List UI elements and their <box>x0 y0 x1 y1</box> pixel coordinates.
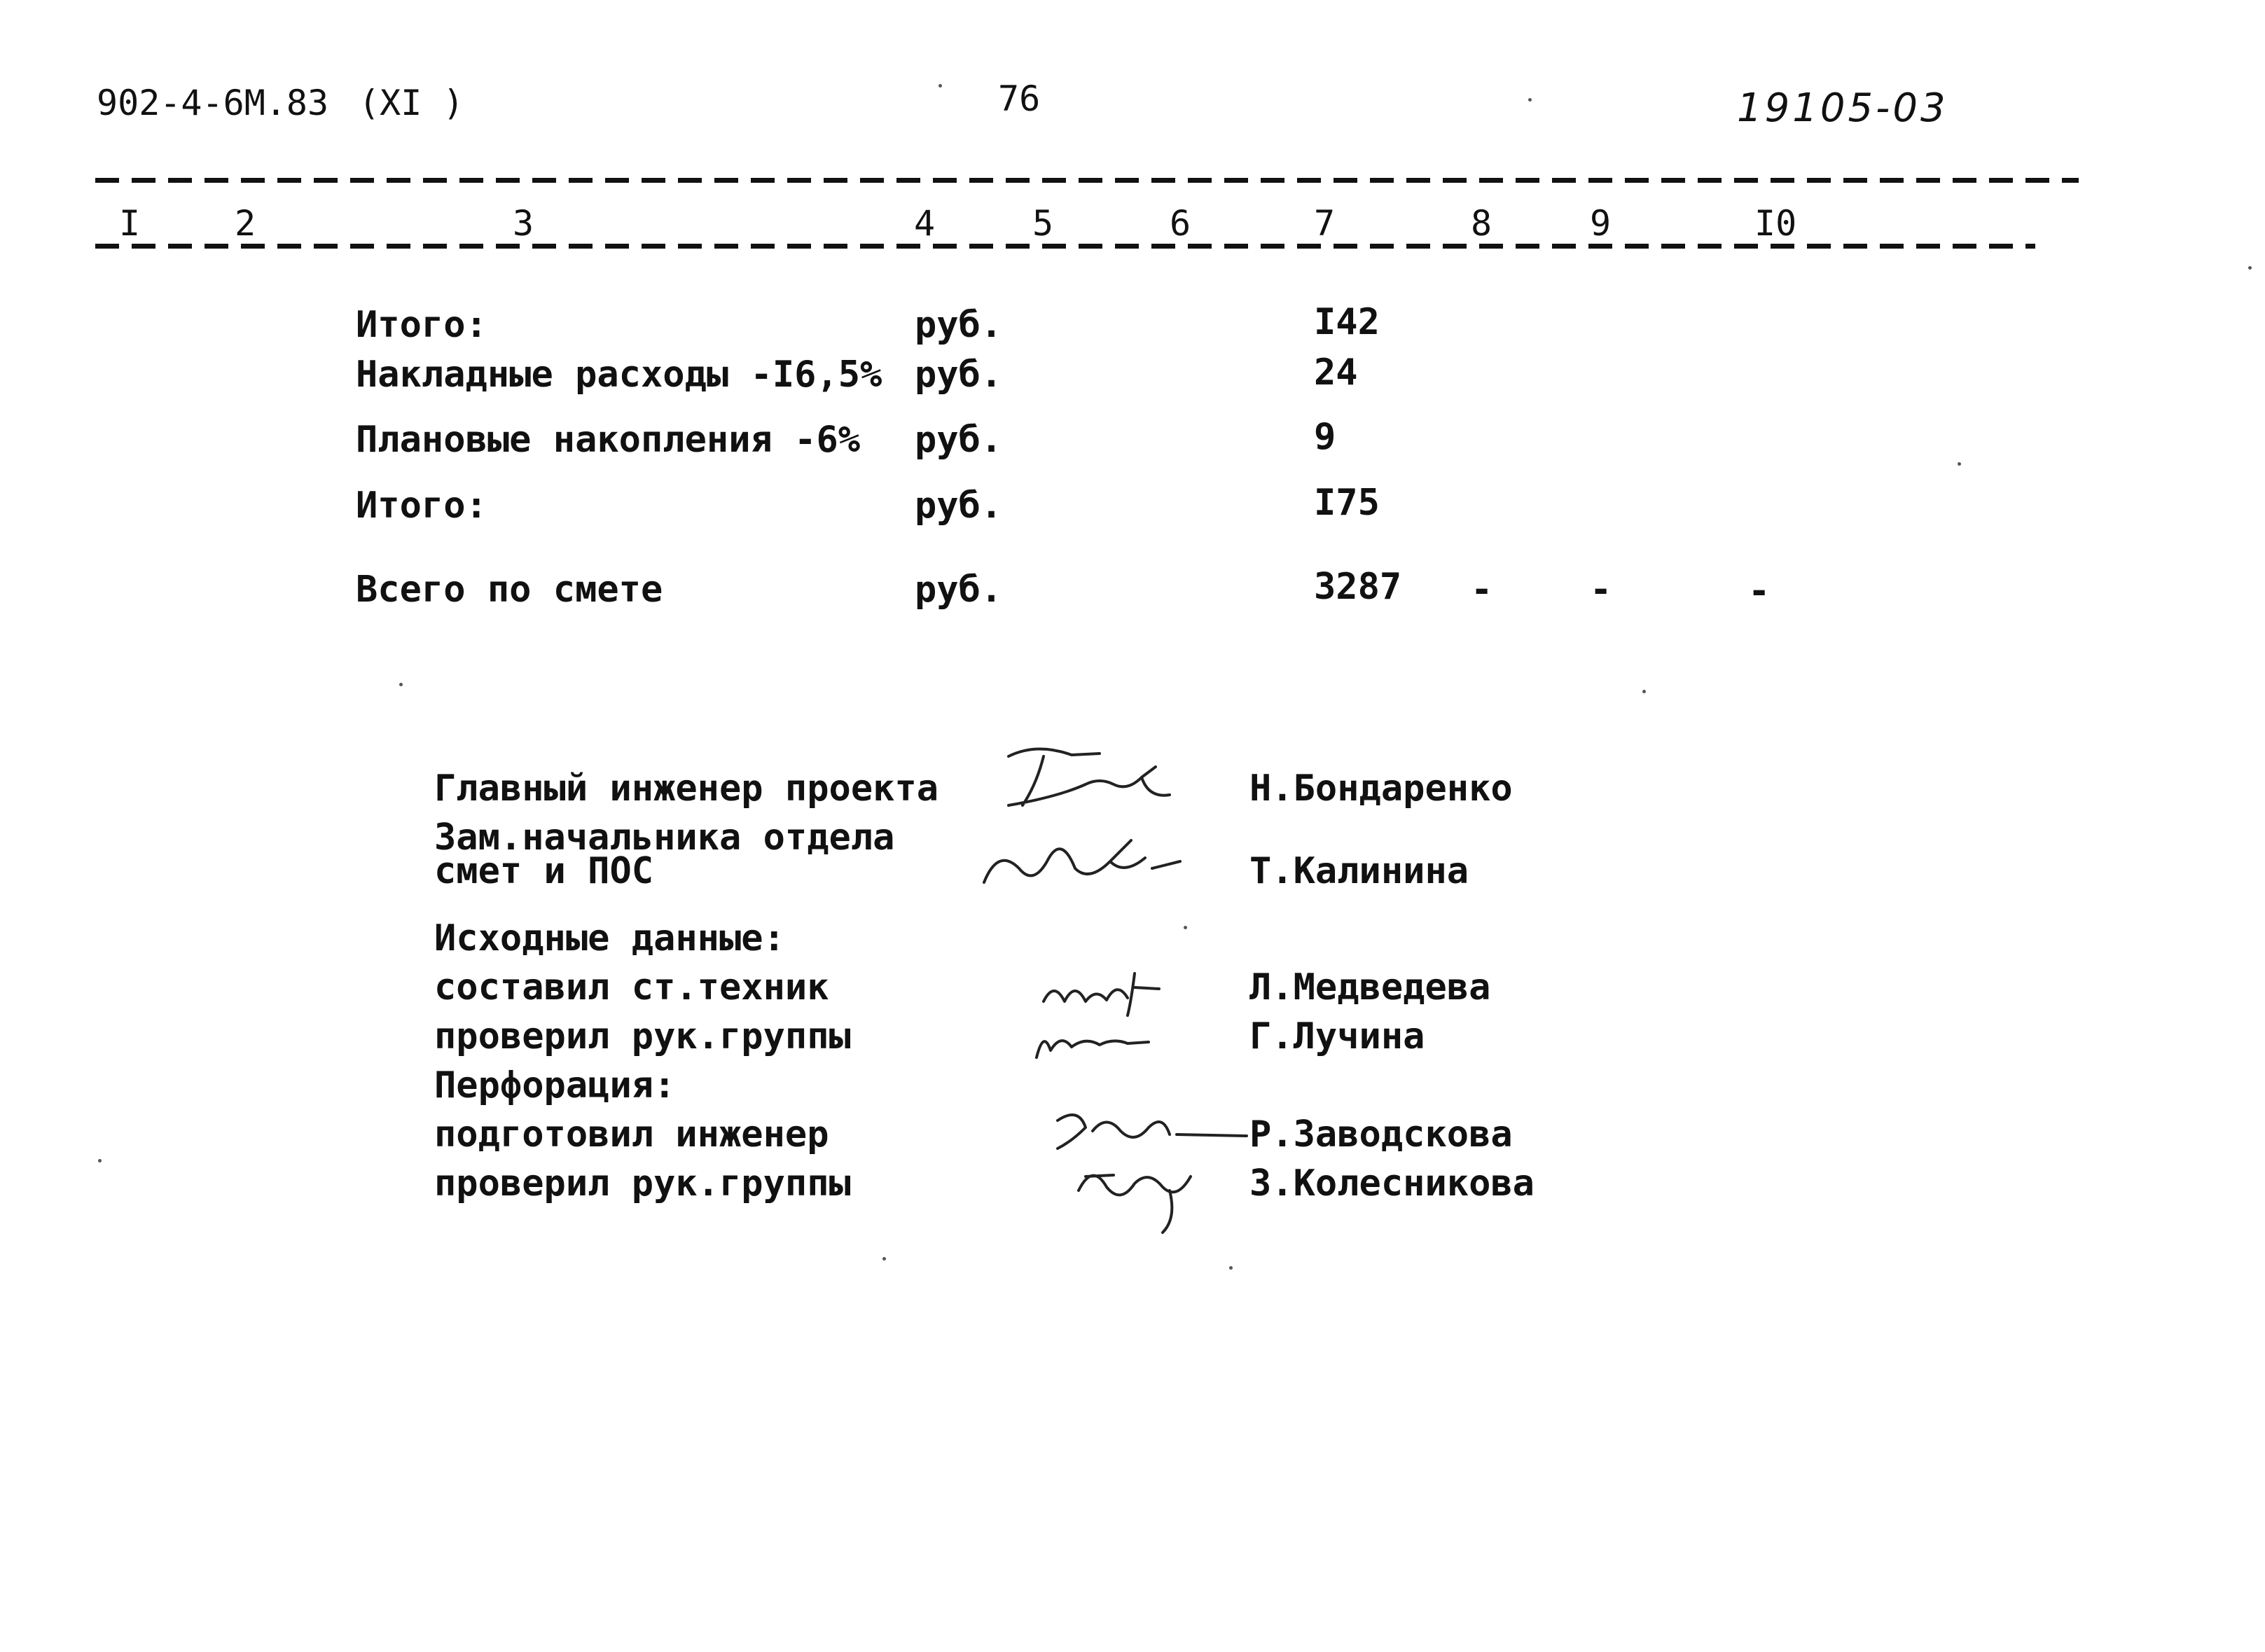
summary-label-planned-savings: Плановые накопления -6% <box>356 419 861 461</box>
document-number: 19105-03 <box>1737 85 1948 131</box>
column-number-3: 3 <box>513 203 534 244</box>
scan-speck <box>938 84 942 88</box>
summary-label-total: Итого: <box>356 485 487 527</box>
role-compiled: составил ст.техник <box>434 966 829 1008</box>
summary-unit: руб. <box>915 569 1003 611</box>
name-deputy-head: Т.Калинина <box>1249 850 1469 892</box>
summary-value: I75 <box>1314 482 1380 524</box>
perforation-heading: Перфорация: <box>434 1064 676 1106</box>
summary-unit: руб. <box>915 354 1003 396</box>
summary-unit: руб. <box>915 485 1003 527</box>
column-number-8: 8 <box>1471 203 1492 244</box>
column-number-4: 4 <box>914 203 936 244</box>
summary-col8-dash: - <box>1471 569 1493 611</box>
column-number-9: 9 <box>1590 203 1612 244</box>
scan-speck <box>399 683 403 686</box>
column-number-6: 6 <box>1170 203 1191 244</box>
summary-value: I42 <box>1314 301 1380 343</box>
signature-checked-1 <box>1030 1008 1156 1064</box>
scan-speck <box>1229 1266 1233 1270</box>
role-checked-2: проверил рук.группы <box>434 1162 851 1205</box>
summary-unit: руб. <box>915 419 1003 461</box>
name-compiled: Л.Медведева <box>1249 966 1491 1008</box>
role-prepared: подготовил инженер <box>434 1113 829 1155</box>
summary-col10-dash: - <box>1748 570 1771 612</box>
header-rule-top <box>95 178 2079 183</box>
summary-label-overhead: Накладные расходы -I6,5% <box>356 354 882 396</box>
column-number-1: I <box>119 203 141 244</box>
scan-speck <box>1642 690 1646 693</box>
summary-value: 9 <box>1314 416 1336 458</box>
column-number-2: 2 <box>235 203 256 244</box>
scan-speck <box>1528 98 1532 102</box>
scan-speck <box>98 1159 102 1162</box>
role-deputy-head-line2: смет и ПОС <box>434 850 654 892</box>
signature-checked-2 <box>1065 1148 1205 1240</box>
summary-label-grand-total: Всего по смете <box>356 569 663 611</box>
scan-speck <box>2248 266 2252 270</box>
summary-label-subtotal: Итого: <box>356 304 487 346</box>
summary-value: 24 <box>1314 352 1358 394</box>
column-number-5: 5 <box>1032 203 1054 244</box>
signature-deputy-head <box>977 819 1187 896</box>
scan-speck <box>1184 926 1187 929</box>
role-chief-engineer: Главный инженер проекта <box>434 768 939 810</box>
volume-label: (XI ) <box>359 83 464 123</box>
role-deputy-head-line1: Зам.начальника отдела <box>434 817 895 859</box>
signature-chief-engineer <box>995 728 1184 819</box>
name-chief-engineer: Н.Бондаренко <box>1249 768 1513 810</box>
scan-speck <box>1958 462 1961 466</box>
column-number-10: I0 <box>1754 203 1797 244</box>
column-number-7: 7 <box>1314 203 1336 244</box>
document-code: 902-4-6М.83 <box>97 83 329 123</box>
name-checked-2: З.Колесникова <box>1249 1162 1535 1205</box>
summary-unit: руб. <box>915 304 1003 346</box>
summary-value: 3287 <box>1314 566 1402 608</box>
scan-speck <box>882 1257 886 1261</box>
role-checked-1: проверил рук.группы <box>434 1015 851 1057</box>
summary-col9-dash: - <box>1590 569 1612 611</box>
name-checked-1: Г.Лучина <box>1249 1015 1425 1057</box>
name-prepared: Р.Заводскова <box>1249 1113 1513 1155</box>
header-rule-bottom <box>95 244 2035 249</box>
page-number: 76 <box>998 78 1041 119</box>
source-data-heading: Исходные данные: <box>434 917 785 959</box>
